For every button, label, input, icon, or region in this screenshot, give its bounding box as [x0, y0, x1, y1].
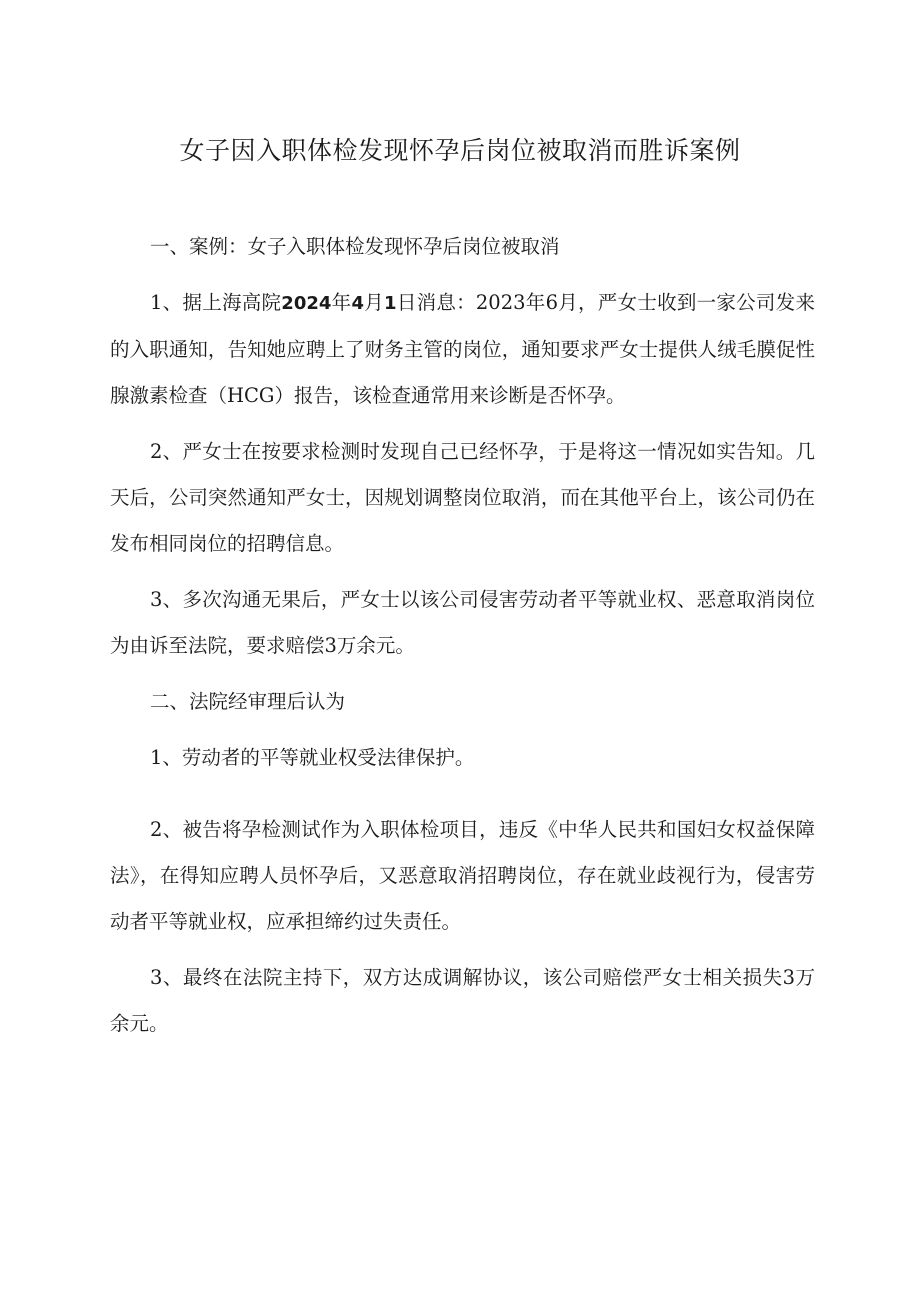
section-2-paragraph-1: 1、劳动者的平等就业权受法律保护。 [150, 746, 475, 769]
date-month: 4 [351, 293, 364, 314]
date-year: 2024 [281, 293, 332, 314]
date-day: 1 [384, 293, 397, 314]
paragraph-rest: 日消息：2023年6月，严女士收到一家公司发来的入职通知，告知她应聘上了财务主管的岗位，通知要求严女士提供人绒毛膜促性腺激素检查（HCG）报告，该检查通常用来诊断是否怀孕。 [110, 291, 815, 407]
document-title: 女子因入职体检发现怀孕后岗位被取消而胜诉案例 [179, 136, 741, 165]
section-1-paragraph-1 [110, 280, 815, 419]
date-year-char: 年 [331, 291, 352, 314]
section-2-heading: 二、法院经审理后认为 [150, 690, 346, 713]
section-1-paragraph-3: 3、多次沟通无果后，严女士以该公司侵害劳动者平等就业权、恶意取消岗位为由诉至法院，要求赔偿3万余元。 [110, 588, 815, 657]
date-month-char: 月 [363, 291, 385, 314]
section-1-paragraph-2: 2、严女士在按要求检测时发现自己已经怀孕，于是将这一情况如实告知。几天后，公司突然通知严女士，因规划调整岗位取消，而在其他平台上，该公司仍在发布相同岗位的招聘信息。 [110, 440, 815, 555]
paragraph-lead: 1、据上海高院 [150, 291, 282, 314]
section-1-heading: 一、案例：女子入职体检发现怀孕后岗位被取消 [150, 235, 560, 258]
section-2-paragraph-2: 2、被告将孕检测试作为入职体检项目，违反《中华人民共和国妇女权益保障法》，在得知应聘人员怀孕后，又恶意取消招聘岗位，存在就业歧视行为，侵害劳动者平等就业权，应承担缔约过失责任。 [110, 818, 815, 933]
document-body [110, 224, 815, 1047]
section-2-paragraph-3: 3、最终在法院主持下，双方达成调解协议，该公司赔偿严女士相关损失3万余元。 [110, 966, 815, 1035]
